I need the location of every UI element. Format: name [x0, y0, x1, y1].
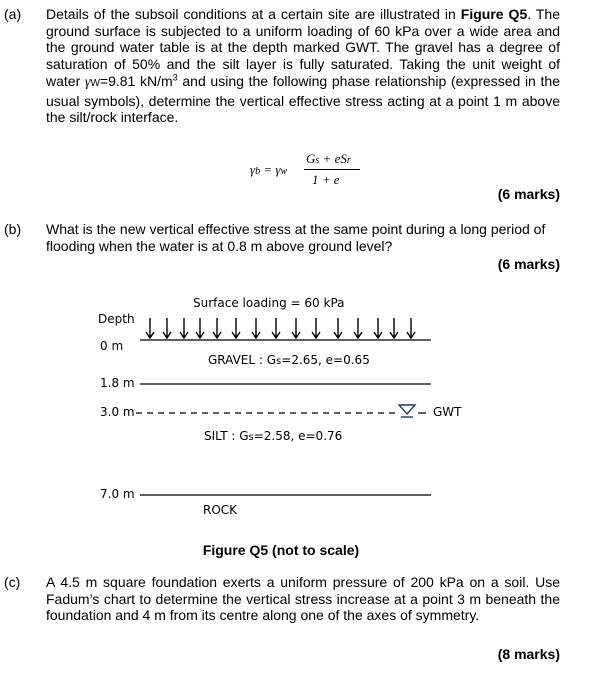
- question-a-label: (a): [4, 6, 22, 22]
- silt-layer-label: SILT : Gs=2.58, e=0.76: [204, 429, 343, 443]
- water-table-icon: [399, 405, 415, 417]
- depth-0m-label: 0 m: [100, 339, 124, 353]
- load-arrow: [196, 318, 204, 338]
- question-a-marks: (6 marks): [497, 186, 560, 202]
- load-arrow: [232, 318, 240, 338]
- question-a-text: Details of the subsoil conditions at a certain site are illustrated in Figure Q5. The ground surface is subjected to a uniform loading of 60 kPa over a wide area and the ground water table is at the depth marked GWT. The gravel has a degree of saturation of 50% and the silt layer is fully saturated. Taking the unit weight of water γW=9.81 $kN/m^3$ and using the following phase relationship (expressed in the usual symbols), determine the vertical effective stress acting at a point 1 m above the silt/rock interface.: [46, 6, 560, 126]
- figure-reference: Figure Q5: [460, 6, 528, 22]
- load-arrow: [312, 318, 320, 338]
- question-b-label: (b): [4, 221, 22, 237]
- load-arrow: [390, 318, 398, 338]
- depth-axis-label: Depth: [98, 312, 135, 326]
- load-arrow: [292, 318, 300, 338]
- question-c-marks: (8 marks): [497, 646, 560, 662]
- load-arrow: [163, 318, 171, 338]
- question-b-marks: (6 marks): [497, 256, 560, 272]
- phase-relationship-formula: γb = γw Gs + eSr 1 + e: [250, 153, 370, 189]
- rock-layer-label: ROCK: [203, 503, 238, 517]
- depth-7-0m-label: 7.0 m: [100, 487, 135, 501]
- load-arrow: [180, 318, 188, 338]
- depth-1-8m-label: 1.8 m: [100, 376, 135, 390]
- load-arrow: [407, 318, 415, 338]
- load-arrow: [374, 318, 382, 338]
- question-c-text: A 4.5 m square foundation exerts a uniform pressure of 200 kPa on a soil. Use Fadum’s chart to determine the vertical stress increase at a point 3 m beneath the foundation and 4 m from its centre along one of the axes of symmetry.: [46, 574, 560, 624]
- gwt-label: GWT: [433, 405, 462, 419]
- load-arrow: [213, 318, 221, 338]
- surface-loading-label: Surface loading = 60 kPa: [193, 296, 345, 310]
- load-arrow: [334, 318, 342, 338]
- figure-caption: Figure Q5 (not to scale): [202, 542, 360, 558]
- load-arrow: [354, 318, 362, 338]
- load-arrow: [272, 318, 280, 338]
- question-c-label: (c): [4, 574, 21, 590]
- question-b-text: What is the new vertical effective stress at the same point during a long period of flooding when the water is at 0.8 m above ground level?: [46, 221, 546, 254]
- load-arrow: [146, 318, 154, 338]
- gravel-layer-label: GRAVEL : Gs=2.65, e=0.65: [208, 353, 370, 367]
- depth-3-0m-label: 3.0 m: [100, 405, 135, 419]
- load-arrows: [146, 318, 415, 338]
- load-arrow: [252, 318, 260, 338]
